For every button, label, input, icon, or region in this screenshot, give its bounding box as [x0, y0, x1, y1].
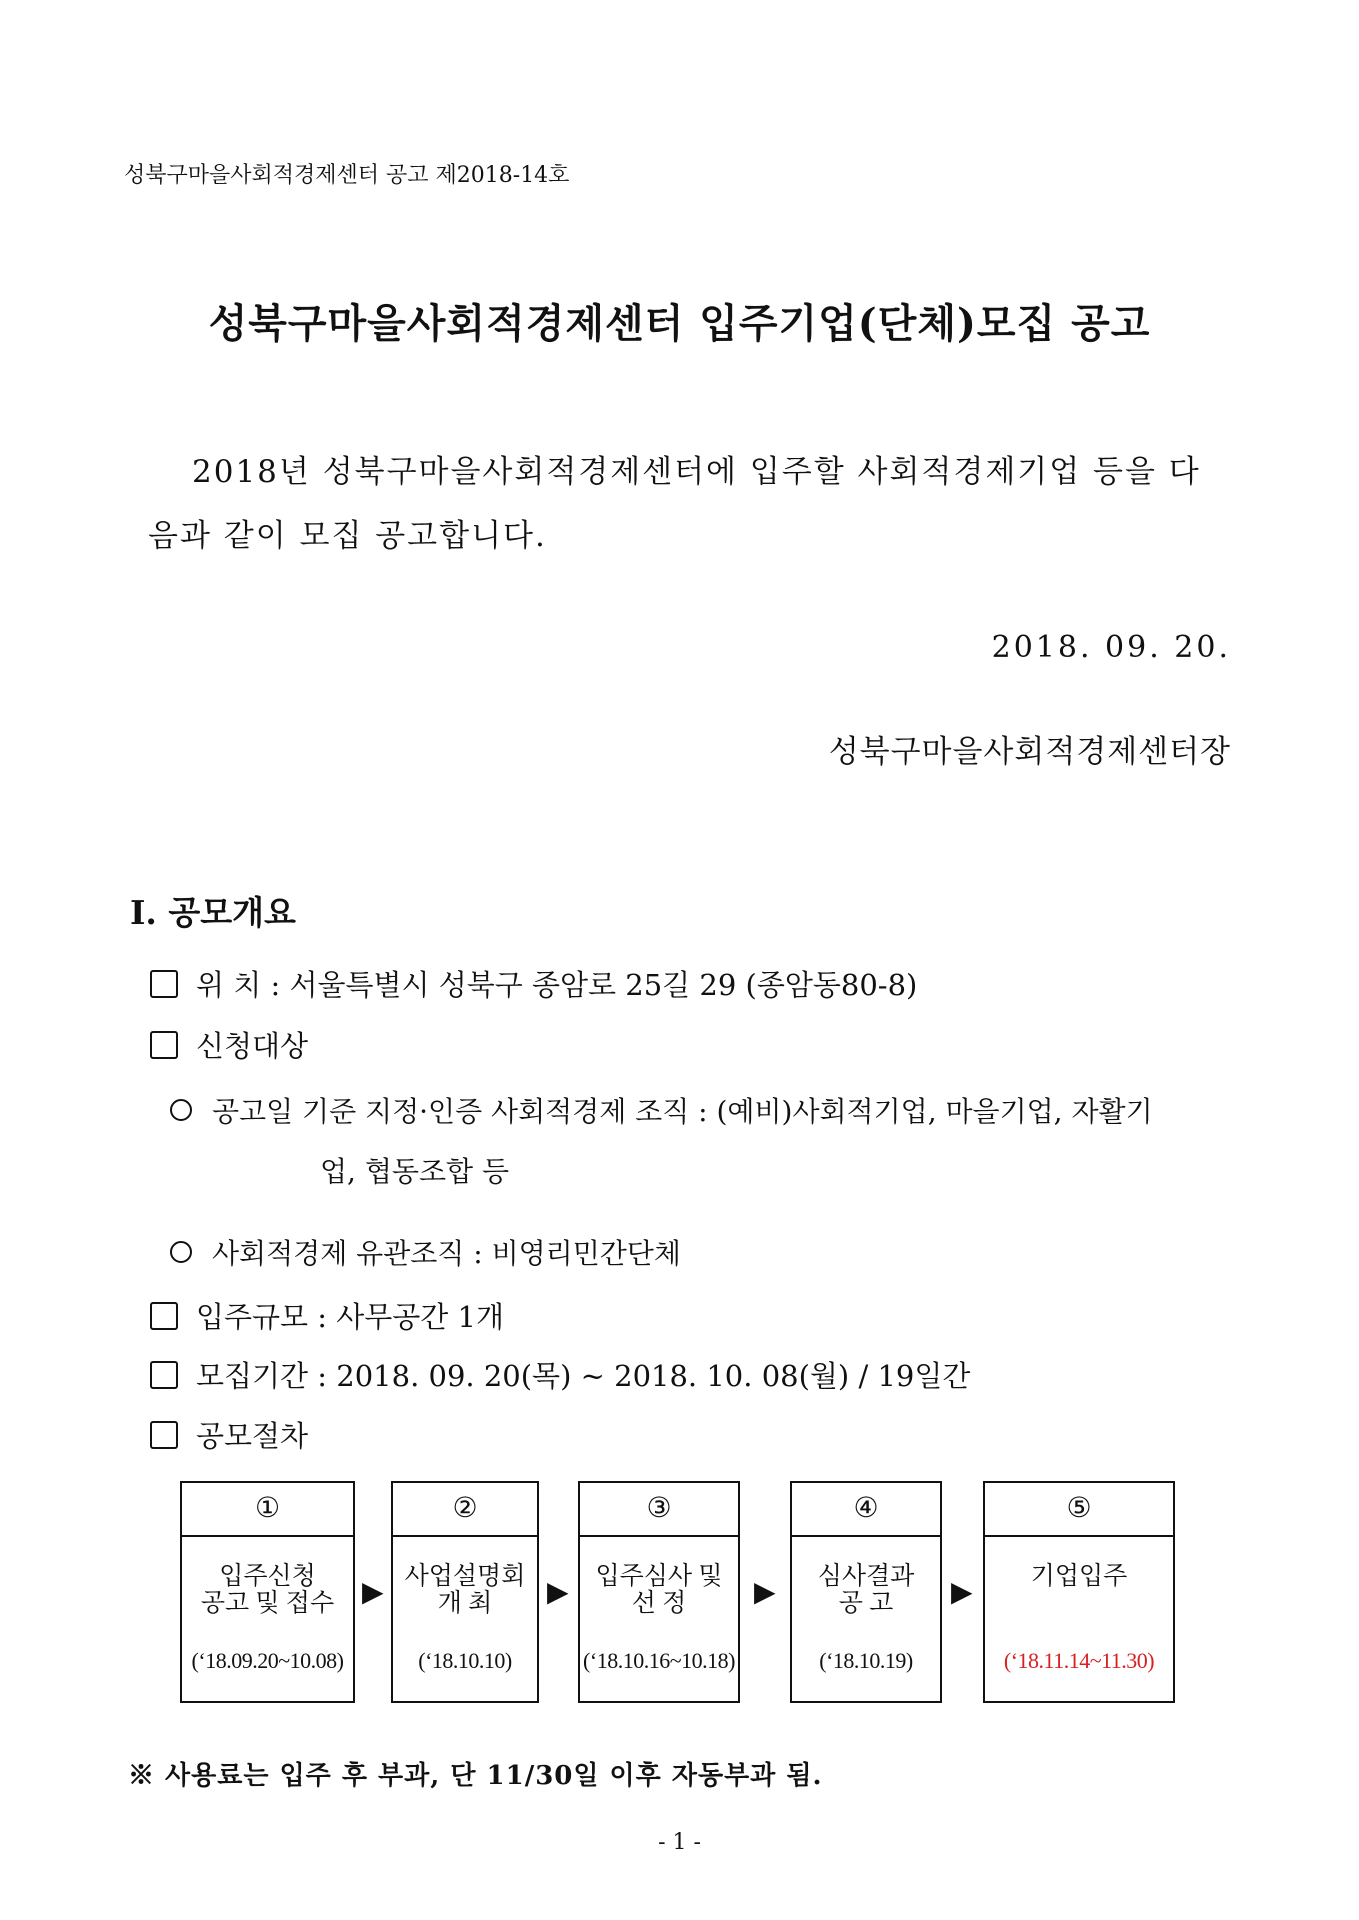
step-label: 입주신청 공고 및 접수 [200, 1563, 335, 1617]
section-title: Ⅰ. 공모개요 [130, 893, 296, 932]
circle-bullet-icon [170, 1241, 192, 1263]
checkbox-icon [150, 1421, 178, 1449]
step-number: ④ [792, 1483, 940, 1537]
fee-note: ※ 사용료는 입주 후 부과, 단 11/30일 이후 자동부과 됨. [128, 1761, 823, 1791]
checkbox-icon [150, 1361, 178, 1389]
issuer-name: 성북구마을사회적경제센터장 [828, 734, 1231, 770]
document-title: 성북구마을사회적경제센터 입주기업(단체)모집 공고 [208, 300, 1151, 347]
target-label: 신청대상 [196, 1029, 309, 1063]
step-number: ① [182, 1483, 353, 1537]
circle-bullet-icon [170, 1099, 192, 1121]
step-date-highlighted: (‘18.11.14~11.30) [1003, 1648, 1155, 1673]
period-line [150, 1354, 970, 1395]
announcement-date: 2018. 09. 20. [991, 630, 1231, 665]
step-number: ② [393, 1483, 537, 1537]
flow-arrow-icon: ▶ [362, 1575, 384, 1608]
target-item-2 [170, 1232, 681, 1272]
location-text: 위 치 : 서울특별시 성북구 종암로 25길 29 (종암동80-8) [196, 968, 918, 1002]
procedure-step-3 [578, 1481, 740, 1703]
target-item-2-text: 사회적경제 유관조직 : 비영리민간단체 [212, 1237, 681, 1270]
period-text: 모집기간 : 2018. 09. 20(목) ~ 2018. 10. 08(월) / 19일간 [196, 1359, 971, 1393]
step-date: (‘18.09.20~10.08) [191, 1648, 344, 1673]
scale-line [150, 1295, 504, 1336]
checkbox-icon [150, 970, 178, 998]
step-label: 기업입주 [1030, 1563, 1128, 1590]
page-number: - 1 - [658, 1830, 701, 1855]
step-date: (‘18.10.10) [418, 1648, 512, 1673]
step-number: ⑤ [985, 1483, 1173, 1537]
target-item-1 [170, 1090, 1153, 1130]
flow-arrow-icon: ▶ [754, 1575, 776, 1608]
procedure-heading [150, 1414, 308, 1455]
step-date: (‘18.10.19) [819, 1648, 913, 1673]
step-date: (‘18.10.16~10.18) [583, 1648, 735, 1673]
procedure-step-1 [180, 1481, 355, 1703]
flow-arrow-icon: ▶ [951, 1575, 973, 1608]
procedure-step-5 [983, 1481, 1175, 1703]
step-number: ③ [580, 1483, 738, 1537]
intro-paragraph: 2018년 성북구마을사회적경제센터에 입주할 사회적경제기업 등을 다음과 같이 모집 공고합니다. [148, 454, 1201, 554]
location-line [150, 963, 917, 1004]
step-label: 입주심사 및 선 정 [595, 1563, 723, 1617]
target-item-1-continued: 업, 협동조합 등 [320, 1155, 509, 1188]
scale-text: 입주규모 : 사무공간 1개 [196, 1300, 505, 1334]
procedure-step-2 [391, 1481, 539, 1703]
checkbox-icon [150, 1302, 178, 1330]
checkbox-icon [150, 1031, 178, 1059]
target-item-1-text: 공고일 기준 지정·인증 사회적경제 조직 : (예비)사회적기업, 마을기업, 자활기 [212, 1095, 1153, 1128]
step-label: 사업설명회 개 최 [404, 1563, 526, 1617]
flow-arrow-icon: ▶ [547, 1575, 569, 1608]
step-label: 심사결과 공 고 [817, 1563, 915, 1617]
procedure-label: 공모절차 [196, 1419, 309, 1453]
notice-number: 성북구마을사회적경제센터 공고 제2018-14호 [124, 163, 570, 188]
target-heading [150, 1024, 308, 1065]
procedure-step-4 [790, 1481, 942, 1703]
